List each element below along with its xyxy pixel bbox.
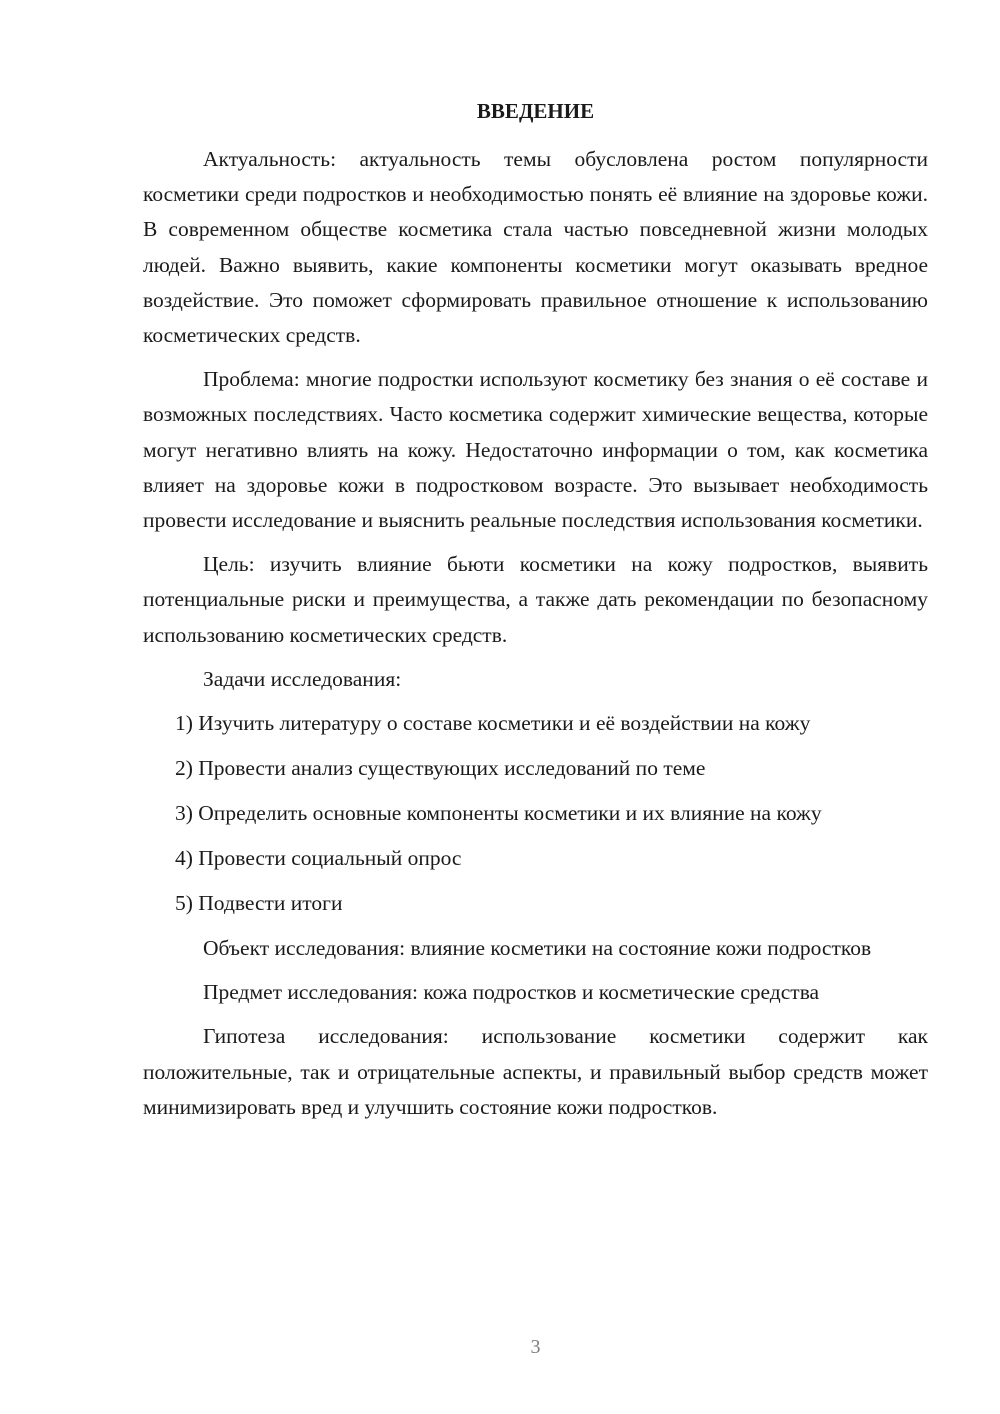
page-title: ВВЕДЕНИЕ: [476, 99, 595, 123]
list-item: 5) Подвести итоги: [175, 891, 343, 916]
tasks-list: [143, 706, 928, 921]
list-item: 4) Провести социальный опрос: [175, 846, 462, 871]
paragraph-tasks-heading: Задачи исследования:: [203, 666, 402, 691]
page-number: 3: [530, 1336, 541, 1358]
paragraph-relevance: Актуальность: актуальность темы обусловлена ростом популярности косметики среди подростков и необходимостью понять её влияние на здоровье кожи. В современном обществе косметика стала частью повседневной жизни молодых людей. Важно выявить, какие компоненты косметики могут оказывать вредное воздействие. Это поможет сформировать правильное отношение к использованию косметических средств.: [143, 147, 928, 348]
document-body: [143, 142, 928, 1134]
paragraph-subject: Предмет исследования: кожа подростков и косметические средства: [203, 980, 820, 1005]
list-item: 1) Изучить литературу о составе косметики и её воздействии на кожу: [175, 711, 811, 736]
paragraph-hypothesis: Гипотеза исследования: использование косметики содержит как положительные, так и отрицательные аспекты, и правильный выбор средств может минимизировать вред и улучшить состояние кожи подростков.: [143, 1024, 928, 1119]
list-item: 2) Провести анализ существующих исследований по теме: [175, 756, 706, 781]
list-item: 3) Определить основные компоненты косметики и их влияние на кожу: [175, 801, 822, 826]
paragraph-problem: Проблема: многие подростки используют косметику без знания о её составе и возможных последствиях. Часто косметика содержит химические вещества, которые могут негативно влиять на кожу. Недостаточно информации о том, как косметика влияет на здоровье кожи в подростковом возрасте. Это вызывает необходимость провести исследование и выяснить реальные последствия использования косметики.: [143, 367, 928, 533]
paragraph-object: Объект исследования: влияние косметики на состояние кожи подростков: [203, 936, 872, 961]
paragraph-goal: Цель: изучить влияние бьюти косметики на кожу подростков, выявить потенциальные риски и преимущества, а также дать рекомендации по безопасному использованию косметических средств.: [143, 552, 928, 647]
